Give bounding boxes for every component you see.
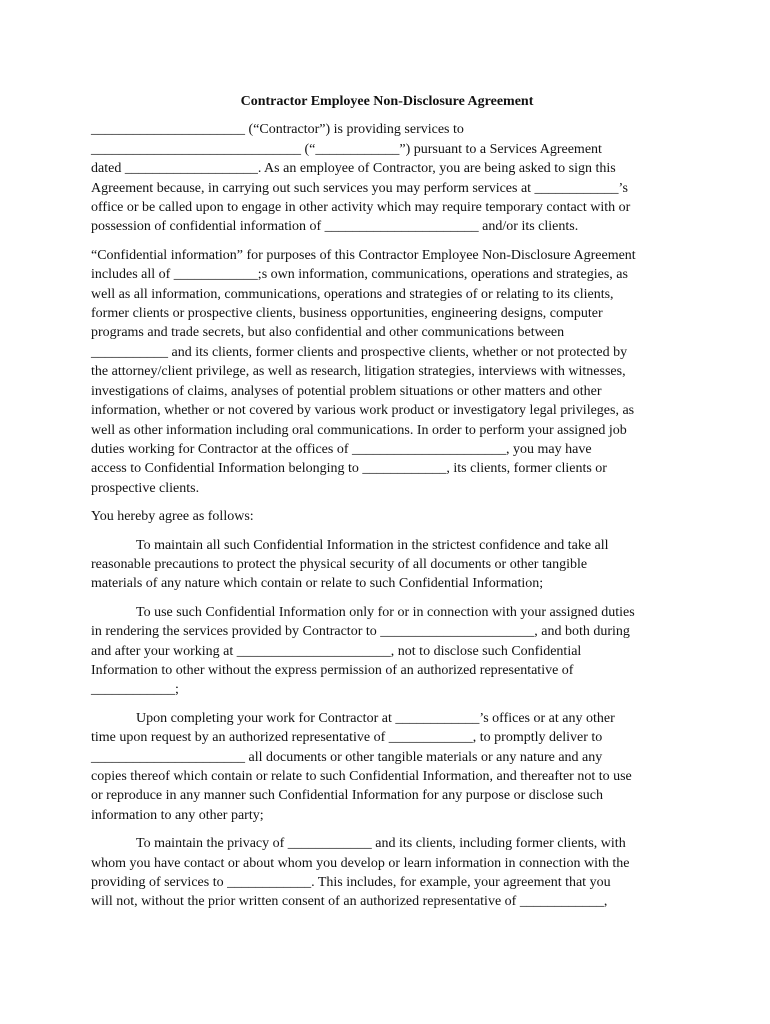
text-line: Agreement because, in carrying out such services you may perform services at ____________’s [91,180,628,196]
paragraph-6 [91,709,683,825]
text-line: materials of any nature which contain or relate to such Confidential Information; [91,576,544,592]
paragraph-7 [91,834,683,912]
paragraph-2 [91,246,683,498]
text-line: investigations of claims, analyses of potential problem situations or other matters and other [91,383,602,399]
text-line: programs and trade secrets, but also confidential and other communications between [91,325,565,341]
paragraph-5 [91,603,683,700]
text-line: ___________ and its clients, former clients and prospective clients, whether or not protected by [91,344,628,360]
text-line: prospective clients. [91,480,200,496]
text-line: well as all information, communications, operations and strategies of or relating to its clients, [91,286,614,302]
text-line: access to Confidential Information belonging to ____________, its clients, former clients or [91,461,607,477]
paragraph-3 [91,507,683,526]
text-line: information, whether or not covered by various work product or investigatory legal privileges, as [91,403,635,419]
text-line: well as other information including oral communications. In order to perform your assigned job [91,422,627,438]
text-line: information to any other party; [91,807,264,823]
paragraph-4 [91,536,683,594]
paragraph-1 [91,120,683,236]
text-line: “Confidential information” for purposes of this Contractor Employee Non-Disclosure Agreement [91,247,636,263]
text-line: duties working for Contractor at the offices of ______________________, you may have [91,441,592,457]
text-line: time upon request by an authorized representative of ____________, to promptly deliver to [91,730,603,746]
text-line: To use such Confidential Information only for or in connection with your assigned duties [136,604,635,620]
text-line: providing of services to ____________. This includes, for example, your agreement that you [91,875,611,891]
text-line: in rendering the services provided by Contractor to ______________________, and both during [91,624,630,640]
text-line: ______________________ all documents or other tangible materials or any nature and any [91,749,603,765]
text-line: and after your working at ______________________, not to disclose such Confidential [91,643,582,659]
text-line: will not, without the prior written consent of an authorized representative of ____________, [91,894,608,910]
text-line: Information to other without the express permission of an authorized representative of [91,662,574,678]
text-line: the attorney/client privilege, as well as research, litigation strategies, interviews with witnesses, [91,364,626,380]
text-line: You hereby agree as follows: [91,509,254,525]
text-line: ______________________________ (“____________”) pursuant to a Services Agreement [91,141,602,157]
text-line: ______________________ (“Contractor”) is providing services to [91,122,464,138]
text-line: includes all of ____________;s own information, communications, operations and strategies, as [91,267,628,283]
text-line: dated ___________________. As an employee of Contractor, you are being asked to sign this [91,161,616,177]
text-line: To maintain all such Confidential Information in the strictest confidence and take all [136,537,609,553]
text-line: possession of confidential information of ______________________ and/or its clients. [91,219,579,235]
paragraph-container [91,120,683,911]
text-line: ____________; [91,682,179,698]
text-line: reasonable precautions to protect the physical security of all documents or other tangible [91,556,588,572]
text-line: office or be called upon to engage in other activity which may require temporary contact with or [91,200,631,216]
document-body [91,92,683,921]
text-line: or reproduce in any manner such Confidential Information for any purpose or disclose such [91,788,604,804]
text-line: copies thereof which contain or relate to such Confidential Information, and thereafter not to use [91,769,632,784]
text-line: Upon completing your work for Contractor at ____________’s offices or at any other [136,710,615,726]
document-title: Contractor Employee Non-Disclosure Agreement [240,94,534,109]
text-line: whom you have contact or about whom you develop or learn information in connection with the [91,855,630,871]
text-line: former clients or prospective clients, business opportunities, engineering designs, computer [91,306,603,322]
text-line: To maintain the privacy of ____________ and its clients, including former clients, with [136,836,626,852]
